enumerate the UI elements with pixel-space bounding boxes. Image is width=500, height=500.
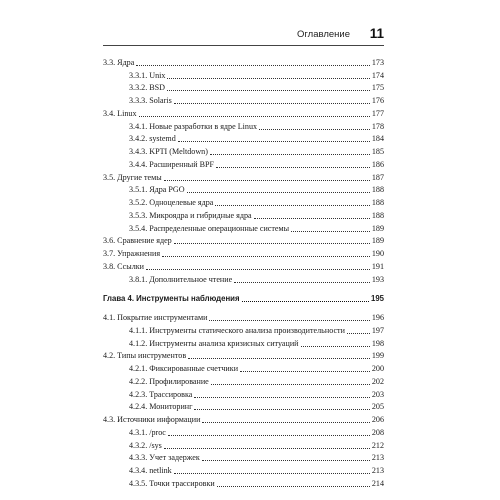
toc-entry-page: 188	[371, 185, 384, 195]
toc-leader	[254, 218, 370, 219]
toc-leader	[194, 409, 369, 410]
toc-entry-page: 189	[371, 223, 384, 233]
toc-entry-title: 3.4.1. Новые разработки в ядре Linux	[129, 121, 258, 131]
toc-leader	[194, 397, 370, 398]
toc-entry-title: 4.3.5. Точки трассировки	[129, 478, 215, 488]
toc-entry-page: 187	[371, 172, 384, 182]
toc-entry-page: 173	[371, 57, 384, 67]
toc-entry-title: 4.2. Типы инструментов	[103, 351, 187, 361]
toc-entry-title: 3.8. Ссылки	[103, 261, 144, 271]
toc-entry-page: 203	[371, 389, 384, 399]
toc-entry-title: 4.3.3. Учет задержек	[129, 453, 200, 463]
toc-entry-title: 4.1.2. Инструменты анализа кризисных ситуаций	[129, 338, 299, 348]
toc-subsection-entry[interactable]	[103, 144, 384, 157]
toc-subsection-entry[interactable]	[103, 438, 384, 451]
toc-leader	[215, 205, 369, 206]
toc-entry-page: 200	[371, 364, 384, 373]
toc-section-entry[interactable]	[103, 259, 384, 272]
toc-subsection-entry[interactable]	[103, 68, 384, 81]
toc-leader	[209, 320, 369, 321]
toc-entry-title: 4.1. Покрытие инструментами	[103, 313, 208, 322]
toc-entry-title: 4.2.3. Трассировка	[129, 389, 193, 399]
toc-entry-title: 3.6. Сравнение ядер	[103, 236, 172, 246]
toc-entry-title: 3.3.1. Unix	[129, 70, 166, 80]
toc-leader	[139, 116, 370, 117]
toc-entry-title: 4.3.1. /proc	[129, 427, 166, 437]
toc-entry-title: 4.2.4. Мониторинг	[129, 402, 193, 412]
toc-entry-title: 3.5. Другие темы	[103, 172, 162, 182]
toc-subsection-entry[interactable]	[103, 323, 384, 336]
toc-leader	[301, 346, 370, 347]
toc-subsection-entry[interactable]	[103, 336, 384, 349]
toc-leader	[188, 358, 370, 359]
toc-entry-title: 3.5.4. Распределенные операционные системы	[129, 223, 290, 233]
toc-entry-title: 3.5.1. Ядра PGO	[129, 185, 185, 195]
toc-section-entry[interactable]	[103, 349, 384, 362]
toc-subsection-entry[interactable]	[103, 425, 384, 438]
toc-leader	[202, 422, 369, 423]
toc-leader	[174, 243, 370, 244]
toc-leader	[347, 333, 370, 334]
toc-group-chapter-4	[103, 310, 384, 489]
toc-entry-title: 3.8.1. Дополнительное чтение	[129, 274, 233, 284]
toc-leader	[291, 231, 370, 232]
toc-entry-title: 4.3. Источники информации	[103, 415, 201, 424]
toc-chapter-title: Глава 4. Инструменты наблюдения	[103, 293, 240, 303]
toc-subsection-entry[interactable]	[103, 157, 384, 170]
toc-entry-page: 174	[371, 70, 384, 80]
toc-entry-page: 213	[371, 466, 384, 475]
toc-subsection-entry[interactable]	[103, 93, 384, 106]
toc-leader	[259, 129, 370, 130]
toc-entry-page: 186	[371, 159, 384, 169]
toc-entry-title: 3.4.4. Расширенный BPF	[129, 159, 214, 169]
toc-subsection-entry[interactable]	[103, 221, 384, 234]
toc-subsection-entry[interactable]	[103, 132, 384, 145]
toc-subsection-entry[interactable]	[103, 183, 384, 196]
toc-subsection-entry[interactable]	[103, 361, 384, 374]
toc-section-entry[interactable]	[103, 106, 384, 119]
toc-leader	[211, 384, 370, 385]
toc-leader	[146, 269, 370, 270]
toc-leader	[167, 78, 369, 79]
toc-entry-page: 184	[371, 134, 384, 144]
toc-leader	[168, 435, 370, 436]
toc-subsection-entry[interactable]	[103, 272, 384, 285]
toc-entry-page: 197	[371, 325, 384, 335]
toc-entry-page: 199	[371, 351, 384, 361]
toc-entry-title: 3.4.3. KPTI (Meltdown)	[129, 147, 208, 156]
running-head	[103, 26, 384, 46]
toc-subsection-entry[interactable]	[103, 374, 384, 387]
toc-entry-page: 188	[371, 210, 384, 220]
toc-entry-page: 175	[371, 83, 384, 93]
toc-entry-title: 4.3.4. netlink	[129, 466, 172, 475]
toc-subsection-entry[interactable]	[103, 400, 384, 413]
table-of-contents	[103, 55, 384, 489]
toc-leader	[174, 473, 370, 474]
toc-section-entry[interactable]	[103, 310, 384, 323]
header-rule	[103, 45, 384, 46]
toc-group-chapter-3	[103, 55, 384, 285]
toc-section-entry[interactable]	[103, 170, 384, 183]
toc-leader	[164, 448, 370, 449]
toc-entry-page: 188	[371, 198, 384, 207]
toc-section-entry[interactable]	[103, 412, 384, 425]
toc-subsection-entry[interactable]	[103, 81, 384, 94]
toc-entry-title: 3.3.2. BSD	[129, 83, 165, 93]
toc-subsection-entry[interactable]	[103, 119, 384, 132]
toc-chapter-heading[interactable]	[103, 291, 384, 304]
toc-section-entry[interactable]	[103, 55, 384, 68]
toc-section-entry[interactable]	[103, 246, 384, 259]
toc-leader	[240, 371, 370, 372]
toc-subsection-entry[interactable]	[103, 476, 384, 489]
toc-entry-page: 212	[371, 440, 384, 450]
toc-entry-page: 178	[371, 121, 384, 131]
toc-entry-title: 3.3.3. Solaris	[129, 96, 172, 105]
toc-entry-page: 185	[371, 147, 384, 156]
toc-entry-page: 189	[371, 236, 384, 246]
toc-subsection-entry[interactable]	[103, 208, 384, 221]
toc-subsection-entry[interactable]	[103, 387, 384, 400]
toc-entry-title: 3.7. Упражнения	[103, 249, 161, 258]
toc-leader	[167, 90, 370, 91]
toc-subsection-entry[interactable]	[103, 451, 384, 464]
toc-entry-page: 213	[371, 453, 384, 463]
toc-entry-title: 3.3. Ядра	[103, 57, 135, 67]
toc-entry-page: 208	[371, 427, 384, 437]
toc-entry-page: 196	[371, 313, 384, 322]
toc-entry-title: 4.2.1. Фиксированные счетчики	[129, 364, 239, 373]
toc-leader	[202, 460, 370, 461]
toc-entry-title: 4.2.2. Профилирование	[129, 376, 209, 386]
toc-leader	[178, 141, 370, 142]
toc-entry-page: 205	[371, 402, 384, 412]
toc-entry-title: 4.1.1. Инструменты статического анализа производительности	[129, 325, 345, 335]
toc-entry-page: 198	[371, 338, 384, 348]
toc-entry-page: 206	[371, 415, 384, 424]
toc-subsection-entry[interactable]	[103, 195, 384, 208]
toc-section-entry[interactable]	[103, 234, 384, 247]
toc-leader	[136, 65, 370, 66]
toc-entry-page: 177	[371, 108, 384, 118]
toc-subsection-entry[interactable]	[103, 463, 384, 476]
running-head-section: Оглавление	[297, 29, 350, 40]
page-number: 11	[369, 26, 384, 41]
toc-entry-title: 3.4.2. systemd	[129, 134, 176, 144]
toc-leader	[242, 301, 369, 302]
toc-entry-title: 3.4. Linux	[103, 108, 137, 118]
toc-entry-page: 176	[371, 96, 384, 105]
toc-entry-title: 3.5.2. Одноцелевые ядра	[129, 198, 214, 207]
toc-leader	[217, 486, 370, 487]
toc-entry-title: 3.5.3. Микроядра и гибридные ядра	[129, 210, 252, 220]
toc-entry-page: 214	[371, 478, 384, 488]
toc-leader	[174, 103, 370, 104]
toc-leader	[187, 192, 370, 193]
toc-entry-page: 190	[371, 249, 384, 258]
toc-leader	[210, 154, 370, 155]
toc-leader	[234, 282, 370, 283]
toc-leader	[216, 167, 370, 168]
toc-entry-page: 191	[371, 261, 384, 271]
toc-entry-page: 193	[371, 274, 384, 284]
toc-chapter-page: 195	[370, 293, 384, 303]
toc-entry-title: 4.3.2. /sys	[129, 440, 162, 450]
toc-entry-page: 202	[371, 376, 384, 386]
toc-leader	[164, 180, 370, 181]
toc-leader	[162, 256, 370, 257]
